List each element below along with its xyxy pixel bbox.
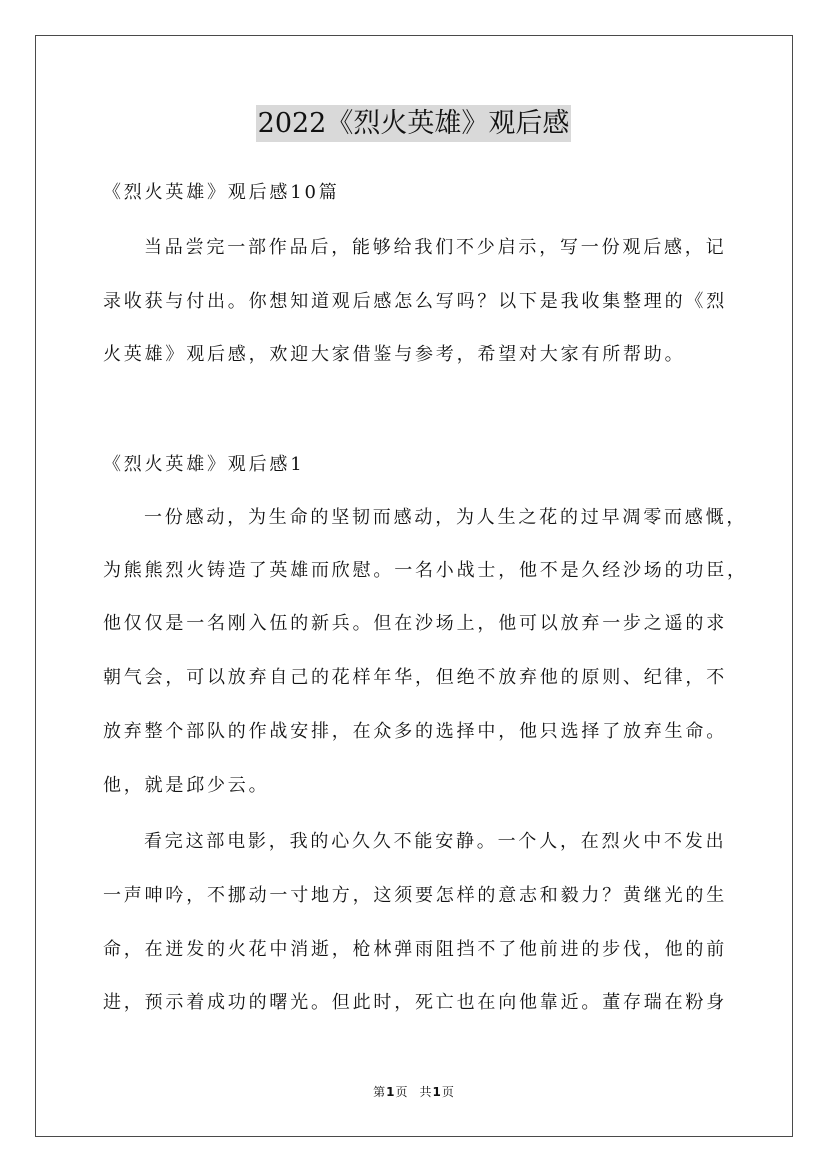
- paragraph-line: 放弃整个部队的作战安排，在众多的选择中，他只选择了放弃生命。: [103, 721, 727, 742]
- page-footer: [0, 1084, 827, 1100]
- footer-page-suffix: 页: [395, 1085, 408, 1099]
- paragraph-line: 看完这部电影，我的心久久不能安静。一个人，在烈火中不发出: [144, 831, 727, 852]
- intro-line: 当品尝完一部作品后，能够给我们不少启示，写一份观后感，记: [144, 237, 727, 258]
- paragraph-line: 命，在迸发的火花中消逝，枪林弹雨阻挡不了他前进的步伐，他的前: [103, 939, 727, 960]
- footer-total-number: 1: [432, 1085, 441, 1099]
- document-subtitle: 《烈火英雄》观后感10篇: [103, 182, 340, 203]
- footer-page-prefix: 第: [373, 1085, 386, 1099]
- document-title: 2022《烈火英雄》观后感: [256, 105, 572, 142]
- intro-line: 录收获与付出。你想知道观后感怎么写吗？以下是我收集整理的《烈: [103, 291, 727, 312]
- footer-page-number: 1: [386, 1085, 395, 1099]
- paragraph-line: 为熊熊烈火铸造了英雄而欣慰。一名小战士，他不是久经沙场的功臣，: [103, 560, 748, 581]
- paragraph-line: 他，就是邱少云。: [103, 775, 270, 796]
- paragraph-line: 他仅仅是一名刚入伍的新兵。但在沙场上，他可以放弃一步之遥的求: [103, 613, 727, 634]
- paragraph-line: 一声呻吟，不挪动一寸地方，这须要怎样的意志和毅力？黄继光的生: [103, 885, 727, 906]
- section-heading: 《烈火英雄》观后感1: [103, 454, 305, 475]
- paragraph-line: 一份感动，为生命的坚韧而感动，为人生之花的过早凋零而感慨，: [144, 507, 748, 528]
- footer-total-prefix: 共: [419, 1085, 432, 1099]
- paragraph-line: 朝气会，可以放弃自己的花样年华，但绝不放弃他的原则、纪律，不: [103, 667, 727, 688]
- paragraph-line: 进，预示着成功的曙光。但此时，死亡也在向他靠近。董存瑞在粉身: [103, 992, 727, 1013]
- footer-total-suffix: 页: [441, 1085, 454, 1099]
- intro-line: 火英雄》观后感，欢迎大家借鉴与参考，希望对大家有所帮助。: [103, 344, 686, 365]
- title-block: [0, 105, 827, 142]
